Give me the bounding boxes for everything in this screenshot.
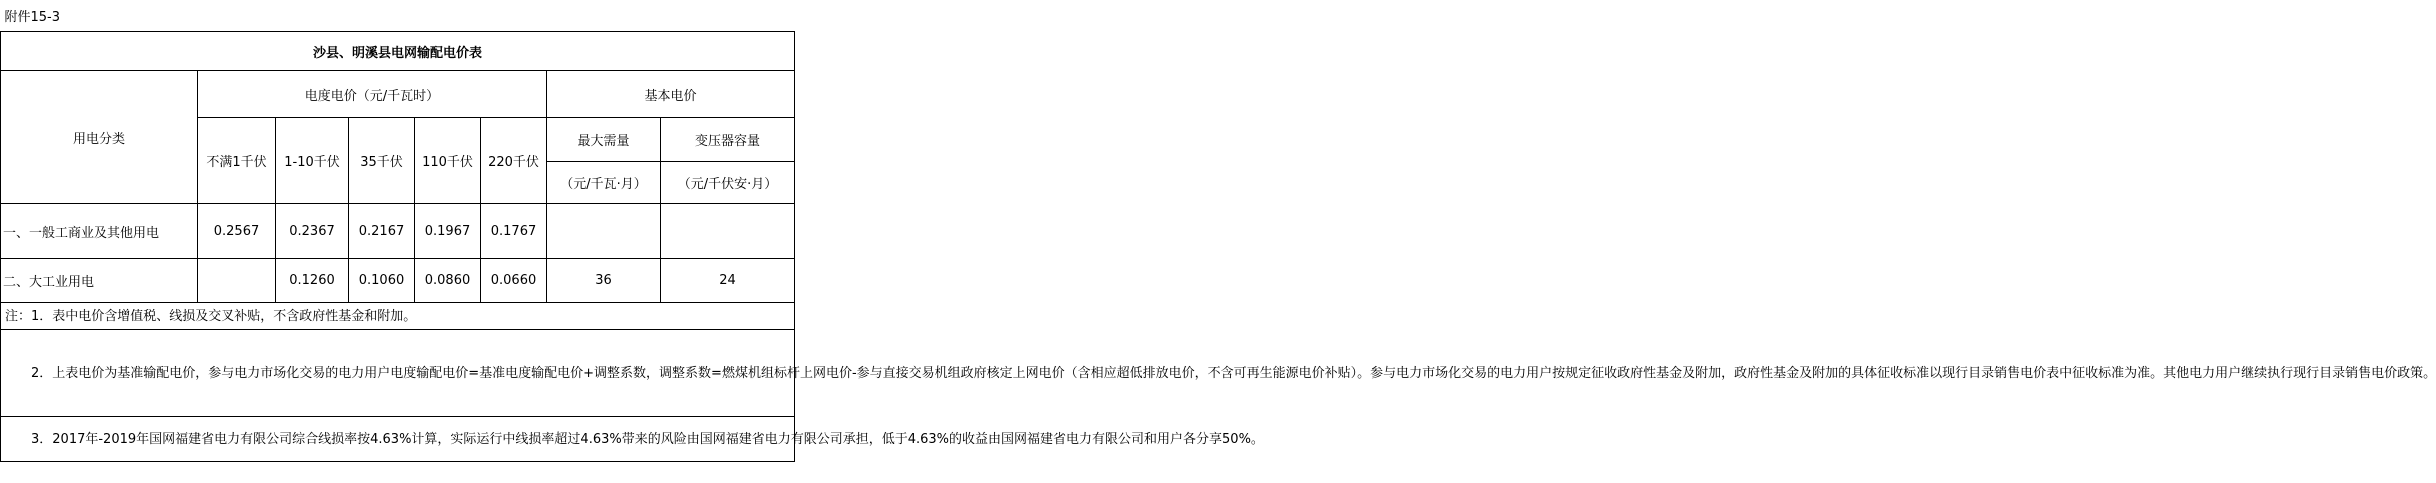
price-cell: 0.1260: [276, 259, 349, 303]
header-energy-price: 电度电价（元/千瓦时）: [198, 71, 547, 118]
transformer-cell: 24: [661, 259, 795, 303]
row-category: 一、一般工商业及其他用电: [1, 204, 198, 259]
price-cell: 0.2567: [198, 204, 276, 259]
header-category: 用电分类: [1, 71, 198, 204]
header-max-demand-unit: （元/千瓦·月）: [547, 162, 661, 204]
header-transformer-capacity-unit: （元/千伏安·月）: [661, 162, 795, 204]
table-row: [1, 259, 795, 303]
transformer-cell: [661, 204, 795, 259]
header-voltage-level: 35千伏: [349, 118, 415, 204]
header-basic-price: 基本电价: [547, 71, 795, 118]
table-title: 沙县、明溪县电网输配电价表: [1, 32, 795, 71]
header-voltage-level: 220千伏: [481, 118, 547, 204]
max-demand-cell: 36: [547, 259, 661, 303]
header-max-demand: 最大需量: [547, 118, 661, 162]
row-category: 二、大工业用电: [1, 259, 198, 303]
header-transformer-capacity: 变压器容量: [661, 118, 795, 162]
note-1: 注：1．表中电价含增值税、线损及交叉补贴，不含政府性基金和附加。: [1, 303, 795, 330]
price-cell: 0.0660: [481, 259, 547, 303]
attachment-label: 附件15-3: [1, 0, 795, 32]
price-cell: 0.2167: [349, 204, 415, 259]
price-cell: 0.2367: [276, 204, 349, 259]
price-cell: 0.0860: [415, 259, 481, 303]
header-voltage-level: 1-10千伏: [276, 118, 349, 204]
table-row: [1, 204, 795, 259]
header-voltage-level: 110千伏: [415, 118, 481, 204]
header-voltage-level: 不满1千伏: [198, 118, 276, 204]
note-3: 3．2017年-2019年国网福建省电力有限公司综合线损率按4.63%计算，实际运行中线损率超过4.63%带来的风险由国网福建省电力有限公司承担，低于4.63%的收益由国网福建省电力有限公司和用户各分享50%。: [1, 417, 795, 462]
note-2: 2．上表电价为基准输配电价，参与电力市场化交易的电力用户电度输配电价=基准电度输配电价+调整系数，调整系数=燃煤机组标杆上网电价-参与直接交易机组政府核定上网电价（含相应超低排放电价，不含可再生能源电价补贴）。参与电力市场化交易的电力用户按规定征收政府性基金及附加，政府性基金及附加的具体征收标准以现行目录销售电价表中征收标准为准。其他电力用户继续执行现行目录销售电价政策。: [1, 330, 795, 417]
max-demand-cell: [547, 204, 661, 259]
price-cell: [198, 259, 276, 303]
price-cell: 0.1967: [415, 204, 481, 259]
price-cell: 0.1767: [481, 204, 547, 259]
price-cell: 0.1060: [349, 259, 415, 303]
